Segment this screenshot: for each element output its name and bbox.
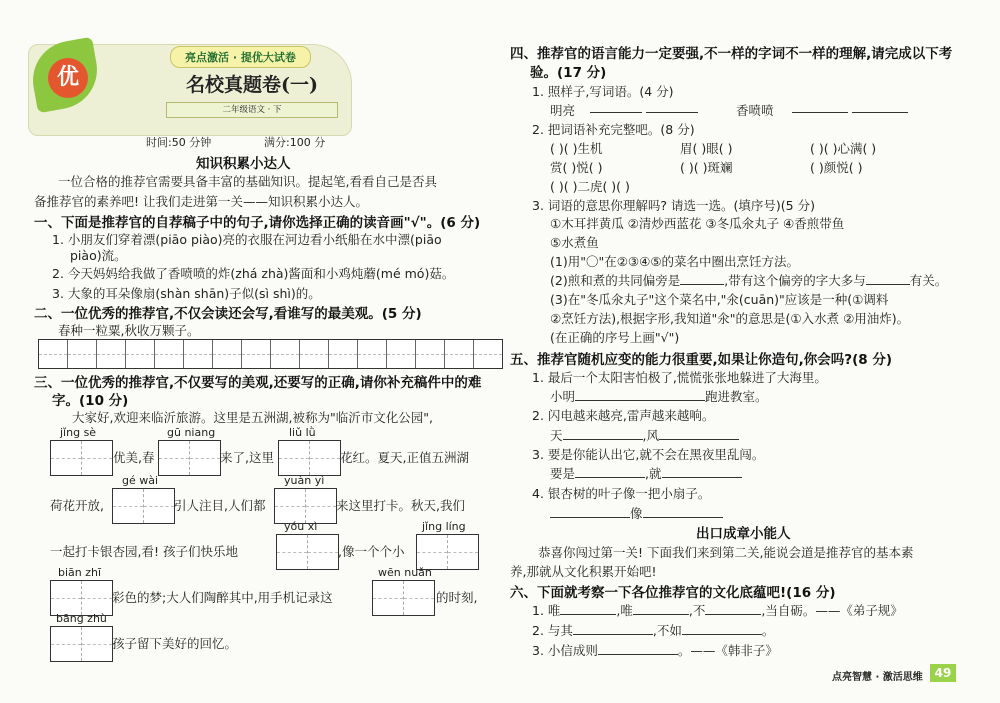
pinyin-jingling: jǐng líng: [422, 520, 466, 533]
q6-2a: 2. 与其: [532, 623, 573, 638]
answer-box-bangzhu[interactable]: [50, 626, 113, 662]
pinyin-yuanyi: yuàn yì: [284, 474, 325, 487]
page-number: 49: [930, 664, 956, 682]
answer-box-bianzhi[interactable]: [50, 580, 113, 616]
q6-3b: 。——《韩非子》: [677, 643, 778, 658]
q3-text-2a: 优美,春: [113, 450, 155, 465]
q2-poem-text: 春种一粒粟,秋收万颗子。: [58, 323, 200, 338]
q5-sentence-2: 2. 闪电越来越亮,雷声越来越响。: [532, 408, 715, 423]
q5-blank-3a[interactable]: [575, 465, 645, 478]
q4-part-2a: (2)煎和煮的共同偏旁是: [550, 273, 681, 288]
q6-blank-2a[interactable]: [573, 622, 653, 635]
q5-title: 五、推荐官随机应变的能力很重要,如果让你造句,你会吗?(8 分): [510, 352, 893, 368]
answer-box-yuanyi[interactable]: [274, 488, 337, 524]
q3-title-2: 字。(10 分): [52, 393, 129, 409]
part1-intro-1: 一位合格的推荐官需要具备丰富的基础知识。提起笔,看看自己是否具: [58, 174, 437, 189]
answer-box-wennuan[interactable]: [372, 580, 435, 616]
logo-circle: [48, 58, 88, 98]
q1-sentence-1b: piào)流。: [70, 248, 127, 263]
q5-answer-1-start: 小明: [550, 389, 576, 404]
q5-answer-4-mid: 像: [630, 506, 643, 521]
q5-blank-2b[interactable]: [659, 427, 739, 440]
series-badge: 亮点激活 · 提优大试卷: [170, 46, 311, 68]
q5-sentence-3: 3. 要是你能认出它,就不会在黑夜里乱闯。: [532, 447, 765, 462]
q6-1d: ,当自砺。——《弟子规》: [761, 603, 903, 618]
q4-word-1: 明亮: [550, 103, 576, 118]
q4-part-3a: (3)在"冬瓜氽丸子"这个菜名中,"氽(cuān)"应该是一种(①调料: [550, 292, 889, 307]
q3-text-3a: 荷花开放,: [50, 498, 104, 513]
q5-blank-4a[interactable]: [550, 505, 630, 518]
exam-score: 满分:100 分: [264, 136, 326, 149]
q5-sentence-1: 1. 最后一个太阳害怕极了,慌慌张张地躲进了大海里。: [532, 370, 827, 385]
page-title: 名校真题卷(一): [186, 74, 318, 96]
answer-box-jingse[interactable]: [50, 440, 113, 476]
q5-answer-3: [550, 464, 742, 482]
q4-blank-radical[interactable]: [680, 272, 724, 285]
q3-text-2c: 花红。夏天,正值五洲湖: [340, 450, 469, 465]
logo-char: 优: [56, 65, 79, 90]
pinyin-bianzhi: biān zhī: [58, 566, 102, 579]
q2-writing-grid[interactable]: [38, 339, 503, 369]
q3-title-1: 三、一位优秀的推荐官,不仅要写的美观,还要写的正确,请你补充稿件中的难: [34, 375, 482, 391]
q4-part-2c: 有关。: [909, 273, 948, 288]
q4-idiom-3-1: ( )( )二虎( )( ): [550, 179, 630, 194]
q5-answer-2-mid: ,风: [642, 428, 659, 443]
q4-blank-related[interactable]: [866, 272, 910, 285]
q6-2c: 。: [761, 623, 775, 638]
q4-blank-1[interactable]: [590, 100, 698, 116]
grade-subtitle: 二年级语文 · 下: [166, 102, 338, 118]
exam-time: 时间:50 分钟: [146, 136, 212, 149]
q3-text-4b: ,像一个个小: [338, 544, 405, 559]
q4-idiom-1-2: 眉( )眼( ): [680, 141, 733, 156]
q5-answer-1: [550, 387, 768, 405]
q3-text-2b: 来了,这里: [220, 450, 274, 465]
q3-paragraph-1: 大家好,欢迎来临沂旅游。这里是五洲湖,被称为"临沂市文化公园",: [72, 410, 433, 425]
q5-answer-1-end: 跑进教室。: [705, 389, 768, 404]
q6-blank-1b[interactable]: [633, 602, 689, 615]
part2-intro-2: 养,那就从文化积累开始吧!: [510, 564, 657, 579]
q5-blank-4b[interactable]: [643, 505, 723, 518]
q5-answer-3-mid: ,就: [645, 466, 662, 481]
q3-text-6: 孩子留下美好的回忆。: [112, 636, 238, 651]
part2-intro-1: 恭喜你闯过第一关! 下面我们来到第二关,能说会道是推荐官的基本素: [538, 545, 914, 560]
part2-title: 出口成章小能人: [696, 526, 791, 542]
q4-sub-3: 3. 词语的意思你理解吗? 请选一选。(填序号)(5 分): [532, 198, 815, 213]
q4-idiom-2-2: ( )( )斑斓: [680, 160, 733, 175]
q4-part-2b: ,带有这个偏旁的字大多与: [724, 273, 866, 288]
q3-text-5b: 的时刻,: [436, 590, 478, 605]
pinyin-bangzhu: bāng zhù: [56, 612, 107, 625]
q3-text-4a: 一起打卡银杏园,看! 孩子们快乐地: [50, 544, 238, 559]
q1-sentence-2: 2. 今天妈妈给我做了香喷喷的炸(zhá zhà)酱面和小鸡炖蘑(mé mó)菇。: [52, 266, 455, 281]
q3-text-3c: 来这里打卡。秋天,我们: [336, 498, 465, 513]
q5-answer-3-start: 要是: [550, 466, 576, 481]
q5-blank-2a[interactable]: [563, 427, 643, 440]
q4-title-2: 验。(17 分): [530, 65, 607, 81]
answer-box-gewai[interactable]: [112, 488, 175, 524]
q3-text-5a: 彩色的梦;大人们陶醉其中,用手机记录这: [112, 590, 333, 605]
q1-title: 一、下面是推荐官的自荐稿子中的句子,请你选择正确的读音画"√"。(6 分): [34, 215, 481, 231]
q6-1b: ,唯: [616, 603, 633, 618]
part1-intro-2: 备推荐官的素养吧! 让我们走进第一关——知识积累小达人。: [34, 194, 368, 209]
q5-answer-2-start: 天: [550, 428, 563, 443]
pinyin-liulu: liǔ lǜ: [289, 426, 316, 439]
q4-sub-2: 2. 把词语补充完整吧。(8 分): [532, 122, 695, 137]
q6-3a: 3. 小信成则: [532, 643, 598, 658]
q4-part-3c: (在正确的序号上画"√"): [550, 330, 680, 345]
q6-2b: ,不如: [652, 623, 682, 638]
answer-box-liulu[interactable]: [278, 440, 341, 476]
part1-title: 知识积累小达人: [196, 156, 291, 172]
q4-idiom-1-1: ( )( )生机: [550, 141, 603, 156]
q2-title: 二、一位优秀的推荐官,不仅会读还会写,看谁写的最美观。(5 分): [34, 306, 422, 322]
q4-idiom-1-3: ( )( )心满( ): [810, 141, 877, 156]
q1-sentence-1a: 1. 小朋友们穿着漂(piāo piào)亮的衣服在河边看小纸船在水中漂(piāo: [52, 232, 442, 247]
q6-line-3: [532, 641, 778, 659]
q1-sentence-3: 3. 大象的耳朵像扇(shàn shān)子似(sì shì)的。: [52, 286, 321, 301]
q5-blank-1[interactable]: [575, 388, 705, 401]
pinyin-youxi: yóu xì: [284, 520, 318, 533]
q4-sub-1: 1. 照样子,写词语。(4 分): [532, 84, 674, 99]
q4-options: ①木耳拌黄瓜 ②清炒西蓝花 ③冬瓜氽丸子 ④香煎带鱼: [550, 216, 845, 231]
q4-part-2: [550, 271, 947, 289]
q6-blank-1c[interactable]: [705, 602, 761, 615]
pinyin-guniang: gū niang: [167, 426, 216, 439]
q6-1a: 1. 唯: [532, 603, 561, 618]
q4-title-1: 四、推荐官的语言能力一定要强,不一样的字词不一样的理解,请完成以下考: [510, 46, 953, 62]
pinyin-wennuan: wēn nuǎn: [378, 566, 432, 579]
q3-text-3b: 引人注目,人们都: [174, 498, 266, 513]
q6-blank-3a[interactable]: [598, 642, 678, 655]
q6-blank-1a[interactable]: [560, 602, 616, 615]
q4-idiom-2-3: ( )颜悦( ): [810, 160, 863, 175]
q5-sentence-4: 4. 银杏树的叶子像一把小扇子。: [532, 486, 711, 501]
q4-part-3b: ②烹饪方法),根据字形,我知道"氽"的意思是(①入水煮 ②用油炸)。: [550, 311, 910, 326]
q4-part-1: (1)用"〇"在②③④⑤的菜名中圈出烹饪方法。: [550, 254, 800, 269]
answer-box-youxi[interactable]: [276, 534, 339, 570]
pinyin-jingse: jǐng sè: [60, 426, 97, 439]
q4-idiom-2-1: 赏( )悦( ): [550, 160, 603, 175]
pinyin-gewai: gé wài: [122, 474, 159, 487]
answer-box-jingling[interactable]: [416, 534, 479, 570]
footer-text: 点亮智慧 · 激活思维: [832, 672, 923, 683]
q6-line-2: [532, 621, 774, 639]
q4-option-5: ⑤水煮鱼: [550, 235, 599, 250]
q4-blank-2[interactable]: [792, 100, 908, 116]
q6-1c: ,不: [688, 603, 706, 618]
q6-blank-2b[interactable]: [682, 622, 762, 635]
q5-blank-3b[interactable]: [662, 465, 742, 478]
q6-line-1: [532, 601, 903, 619]
q5-answer-2: [550, 426, 739, 444]
q6-title: 六、下面就考察一下各位推荐官的文化底蕴吧!(16 分): [510, 585, 836, 601]
answer-box-guniang[interactable]: [158, 440, 221, 476]
q5-answer-4: [550, 504, 723, 522]
q4-word-2: 香喷喷: [736, 103, 774, 118]
